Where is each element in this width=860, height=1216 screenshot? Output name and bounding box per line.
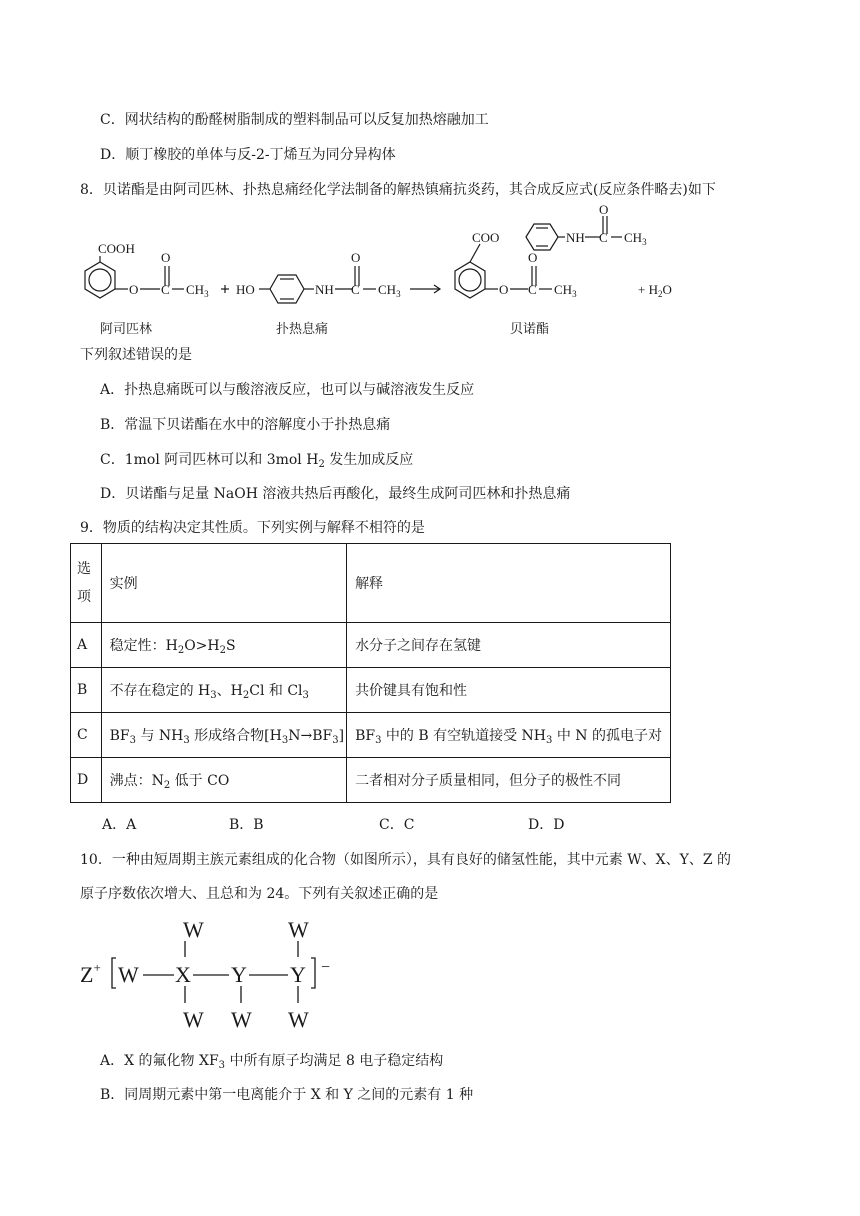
table-header-row xyxy=(71,544,671,623)
svg-text:O: O xyxy=(161,250,171,265)
svg-text:O: O xyxy=(499,282,509,297)
svg-text:W: W xyxy=(288,1007,309,1032)
q10-stem-line2: 原子序数依次增大、且总和为 24。下列有关叙述正确的是 xyxy=(80,886,439,902)
svg-text:O: O xyxy=(129,282,139,297)
svg-text:O: O xyxy=(351,250,361,265)
svg-text:NH: NH xyxy=(315,282,334,297)
q9-choice-b: B．B xyxy=(229,817,264,833)
svg-text:O: O xyxy=(599,202,609,217)
svg-text:C: C xyxy=(528,282,537,297)
svg-text:C: C xyxy=(161,282,170,297)
q10-option-b: B．同周期元素中第一电离能介于 X 和 Y 之间的元素有 1 种 xyxy=(100,1087,474,1103)
q9-table xyxy=(70,543,671,803)
svg-text:−: − xyxy=(321,959,331,976)
header-option: 选 项 xyxy=(71,544,102,623)
q8-option-d: D．贝诺酯与足量 NaOH 溶液共热后再酸化，最终生成阿司匹林和扑热息痛 xyxy=(100,486,571,502)
q10-option-a: A．X 的氟化物 $XF_3$ 中所有原子均满足 8 电子稳定结构 xyxy=(100,1053,444,1071)
svg-text:NH: NH xyxy=(566,230,585,245)
svg-text:CH3: $CH_3$ xyxy=(554,282,577,299)
svg-text:+ H2O: + $H_2O$ xyxy=(638,282,672,299)
svg-text:HO: HO xyxy=(236,282,255,297)
q8-stem: 8．贝诺酯是由阿司匹林、扑热息痛经化学法制备的解热镇痛抗炎药，其合成反应式(反应条件略去)如下 xyxy=(80,182,716,198)
svg-text:COO: COO xyxy=(472,230,500,245)
svg-text:COOH: COOH xyxy=(98,241,135,256)
svg-text:X: X xyxy=(175,962,191,987)
q7-option-c: C．网状结构的酚醛树脂制成的塑料制品可以反复加热熔融加工 xyxy=(100,112,489,128)
svg-text:CH3: $CH_3$ xyxy=(186,282,209,299)
header-example: 实例 xyxy=(101,544,346,623)
q8-option-b: B．常温下贝诺酯在水中的溶解度小于扑热息痛 xyxy=(100,417,391,433)
svg-text:Y: Y xyxy=(290,962,306,987)
svg-text:O: O xyxy=(528,250,538,265)
q10-stem-line1: 10．一种由短周期主族元素组成的化合物（如图所示），具有良好的储氢性能，其中元素 W、X、Y、Z 的 xyxy=(80,852,732,868)
q7-option-d: D．顺丁橡胶的单体与反-2-丁烯互为同分异构体 xyxy=(100,147,396,163)
q9-choice-c: C．C xyxy=(379,817,415,833)
svg-text:CH3: $CH_3$ xyxy=(378,282,401,299)
q10-structure-diagram xyxy=(75,912,345,1037)
q8-prompt: 下列叙述错误的是 xyxy=(80,347,192,363)
q9-stem: 9．物质的结构决定其性质。下列实例与解释不相符的是 xyxy=(80,520,425,536)
svg-text:C: C xyxy=(599,230,608,245)
svg-text:W: W xyxy=(288,917,309,942)
q9-choice-d: D．D xyxy=(528,817,565,833)
header-explanation: 解释 xyxy=(347,544,671,623)
benorilate-name: 贝诺酯 xyxy=(510,322,550,337)
table-row: C $BF_3$ 与 $NH_3$ 形成络合物$[H_3N\to BF_3]$ $BF_3$ 中的 B 有空轨道接受 $NH_3$ 中 N 的孤电子对 xyxy=(71,713,671,758)
svg-text:Z+: Z+ xyxy=(80,960,101,987)
q8-option-c: C．1mol 阿司匹林可以和 3mol $H_2$ 发生加成反应 xyxy=(100,452,414,470)
svg-text:W: W xyxy=(183,1007,204,1032)
paracetamol-name: 扑热息痛 xyxy=(276,322,329,337)
svg-text:W: W xyxy=(231,1007,252,1032)
q9-choice-a: A．A xyxy=(102,817,137,833)
aspirin-name: 阿司匹林 xyxy=(100,322,153,337)
svg-text:W: W xyxy=(183,917,204,942)
svg-text:Y: Y xyxy=(231,962,247,987)
svg-text:W: W xyxy=(118,962,139,987)
q8-option-a: A．扑热息痛既可以与酸溶液反应，也可以与碱溶液发生反应 xyxy=(100,382,475,398)
table-row: D 沸点：$N_2$ 低于 CO 二者相对分子质量相同，但分子的极性不同 xyxy=(71,758,671,803)
table-row: B 不存在稳定的 $H_3$、$H_2Cl$ 和 $Cl_3$ 共价键具有饱和性 xyxy=(71,668,671,713)
svg-text:C: C xyxy=(351,282,360,297)
table-row: A 稳定性：$H_2O>H_2S$ 水分子之间存在氢键 xyxy=(71,623,671,668)
svg-text:CH3: $CH_3$ xyxy=(624,230,647,247)
q8-reaction-scheme xyxy=(60,200,700,345)
